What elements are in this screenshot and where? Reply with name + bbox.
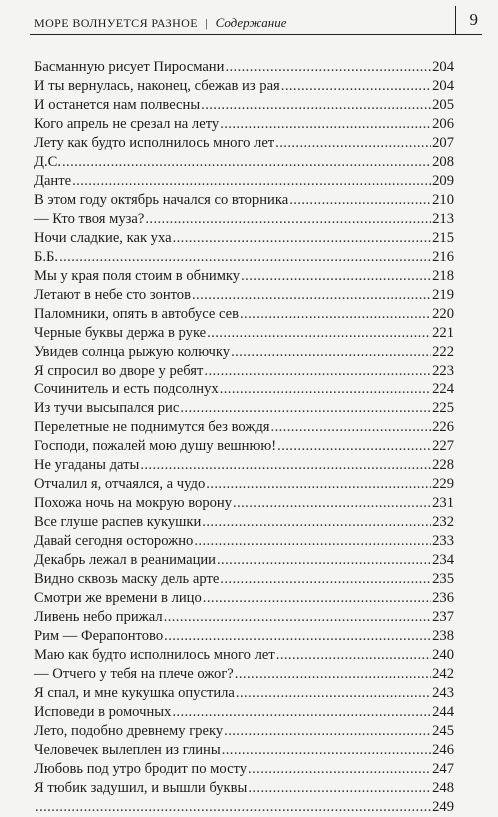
dot-leader bbox=[271, 418, 432, 437]
toc-entry-page: 245 bbox=[432, 722, 454, 739]
toc-entry bbox=[34, 172, 454, 191]
toc-entry-page: 240 bbox=[432, 647, 454, 664]
toc-entry-page: 234 bbox=[432, 552, 454, 569]
book-title: МОРЕ ВОЛНУЕТСЯ РАЗНОЕ bbox=[34, 16, 198, 30]
toc-entry-title: Лету как будто исполнилось много лет bbox=[34, 134, 275, 151]
dot-leader bbox=[203, 589, 431, 608]
toc-entry-page: 233 bbox=[432, 533, 454, 550]
dot-leader bbox=[207, 324, 431, 343]
toc-entry-page: 223 bbox=[432, 362, 454, 379]
toc-entry bbox=[34, 779, 454, 798]
toc-entry bbox=[34, 153, 454, 172]
dot-leader bbox=[235, 665, 431, 684]
dot-leader bbox=[277, 437, 431, 456]
toc-entry bbox=[34, 229, 454, 248]
toc-entry-title: Кого апрель не срезал на лету bbox=[34, 115, 220, 132]
toc-entry-title: Декабрь лежал в реанимации bbox=[34, 552, 216, 569]
dot-leader bbox=[145, 210, 431, 229]
toc-entry-title: Видно сквозь маску дель арте bbox=[34, 571, 220, 588]
toc-entry-page: 222 bbox=[432, 343, 454, 360]
toc-entry-title: Увидев солнца рыжую колючку bbox=[34, 343, 231, 360]
toc-entry-title: Похожа ночь на мокрую ворону bbox=[34, 495, 233, 512]
dot-leader bbox=[275, 134, 431, 153]
toc-entry bbox=[34, 77, 454, 96]
toc-entry-title: Данте bbox=[34, 172, 72, 189]
dot-leader bbox=[164, 627, 431, 646]
dot-leader bbox=[202, 513, 431, 532]
toc-entry-title: Все глуше распев кукушки bbox=[34, 514, 202, 531]
toc-entry bbox=[34, 532, 454, 551]
toc-entry-page: 236 bbox=[432, 590, 454, 607]
toc-entry-title: Летают в небе сто зонтов bbox=[34, 286, 191, 303]
toc-entry-page: 213 bbox=[432, 210, 454, 227]
toc-entry bbox=[34, 665, 454, 684]
dot-leader bbox=[225, 58, 431, 77]
toc-entry bbox=[34, 343, 454, 362]
table-of-contents bbox=[34, 58, 454, 817]
dot-leader bbox=[173, 229, 432, 248]
toc-entry-page: 242 bbox=[432, 666, 454, 682]
toc-entry bbox=[34, 248, 454, 267]
dot-leader bbox=[240, 305, 431, 324]
toc-entry-page: 219 bbox=[432, 286, 454, 303]
toc-entry-title: Я тюбик задушил, и вышли буквы bbox=[34, 779, 248, 796]
toc-entry-title: Ливень небо прижал bbox=[34, 609, 163, 626]
toc-entry-page: 227 bbox=[432, 438, 454, 455]
dot-leader bbox=[172, 703, 431, 722]
dot-leader bbox=[233, 494, 431, 513]
dot-leader bbox=[192, 286, 431, 305]
toc-entry bbox=[34, 722, 454, 741]
toc-entry bbox=[34, 589, 454, 608]
toc-entry-page: 232 bbox=[432, 514, 454, 531]
header-separator: | bbox=[205, 16, 209, 30]
dot-leader bbox=[220, 115, 431, 134]
toc-entry-page: 235 bbox=[432, 571, 454, 588]
toc-entry bbox=[34, 58, 454, 77]
toc-entry-title: Паломники, опять в автобусе сев bbox=[34, 305, 239, 322]
toc-entry-page: 243 bbox=[432, 684, 454, 701]
toc-entry-page: 247 bbox=[432, 760, 454, 777]
toc-entry bbox=[34, 475, 454, 494]
toc-entry-page: 206 bbox=[432, 115, 454, 132]
toc-entry bbox=[34, 684, 454, 703]
toc-entry-title: И ты вернулась, наконец, сбежав из рая bbox=[34, 77, 280, 94]
toc-entry bbox=[34, 191, 454, 210]
toc-entry-title: Лето, подобно древнему греку bbox=[34, 722, 224, 739]
toc-entry bbox=[34, 362, 454, 381]
toc-entry-page: 228 bbox=[432, 457, 454, 474]
dot-leader bbox=[231, 343, 431, 362]
toc-entry-page: 204 bbox=[432, 77, 454, 94]
toc-entry-title: Смотри же времени в лицо bbox=[34, 590, 202, 607]
toc-entry bbox=[34, 570, 454, 589]
page-number: 9 bbox=[469, 10, 478, 29]
header-left bbox=[34, 15, 287, 31]
toc-entry-title: Рим — Ферапонтово bbox=[34, 628, 164, 645]
dot-leader bbox=[281, 77, 431, 96]
toc-entry bbox=[34, 703, 454, 722]
dot-leader bbox=[248, 760, 431, 779]
dot-leader bbox=[276, 646, 431, 665]
toc-entry bbox=[34, 551, 454, 570]
toc-entry bbox=[34, 760, 454, 779]
toc-entry bbox=[34, 513, 454, 532]
toc-entry-title: Д.С. bbox=[34, 153, 61, 170]
toc-entry-page: 226 bbox=[432, 419, 454, 436]
toc-entry bbox=[34, 437, 454, 456]
toc-entry-title: Из тучи высыпался рис bbox=[34, 400, 180, 417]
toc-entry-title: — Кто твоя муза? bbox=[34, 210, 145, 227]
toc-entry bbox=[34, 627, 454, 646]
toc-entry-page: 224 bbox=[432, 381, 454, 398]
toc-entry-page: 205 bbox=[432, 96, 454, 113]
toc-entry bbox=[34, 134, 454, 153]
toc-entry-page: 220 bbox=[432, 305, 454, 322]
dot-leader bbox=[217, 551, 431, 570]
section-title: Содержание bbox=[215, 15, 287, 30]
toc-entry bbox=[34, 741, 454, 760]
toc-entry-page: 207 bbox=[432, 134, 454, 151]
dot-leader bbox=[164, 608, 431, 627]
toc-entry-page: 231 bbox=[432, 495, 454, 512]
toc-entry bbox=[34, 380, 454, 399]
toc-entry-title: Ночи сладкие, как уха bbox=[34, 229, 172, 246]
dot-leader bbox=[241, 267, 431, 286]
dot-leader bbox=[194, 532, 431, 551]
toc-entry bbox=[34, 494, 454, 513]
toc-entry-page: 249 bbox=[432, 798, 454, 815]
toc-entry-title: Любовь под утро бродит по мосту bbox=[34, 760, 248, 777]
toc-entry-page: 244 bbox=[432, 703, 454, 720]
dot-leader bbox=[206, 475, 431, 494]
dot-leader bbox=[222, 741, 431, 760]
toc-entry-title: Басманную рисует Пиросмани bbox=[34, 59, 225, 75]
toc-entry-page: 238 bbox=[432, 628, 454, 645]
toc-entry bbox=[34, 798, 454, 817]
toc-entry-page: 218 bbox=[432, 267, 454, 284]
dot-leader bbox=[236, 684, 431, 703]
dot-leader bbox=[35, 798, 431, 817]
toc-entry-title: Я спал, и мне кукушка опустила bbox=[34, 684, 235, 701]
toc-entry-title: И останется нам полвесны bbox=[34, 96, 201, 113]
toc-entry-title: Человечек вылеплен из глины bbox=[34, 741, 221, 758]
toc-entry-title: Исповеди в ромочных bbox=[34, 703, 172, 720]
dot-leader bbox=[62, 153, 431, 172]
toc-entry-page: 246 bbox=[432, 741, 454, 758]
dot-leader bbox=[140, 456, 431, 475]
toc-entry-page: 209 bbox=[432, 172, 454, 189]
dot-leader bbox=[201, 96, 431, 115]
toc-entry bbox=[34, 115, 454, 134]
running-header bbox=[30, 6, 482, 35]
toc-entry-page: 237 bbox=[432, 609, 454, 626]
toc-entry bbox=[34, 456, 454, 475]
toc-entry-title: Сочинитель и есть подсолнух bbox=[34, 381, 219, 398]
toc-entry-title: Я спросил во дворе у ребят bbox=[34, 362, 204, 379]
toc-entry-title: Б.Б. bbox=[34, 248, 59, 265]
toc-entry-title: Перелетные не поднимутся без вождя bbox=[34, 419, 270, 436]
toc-entry-page: 225 bbox=[432, 400, 454, 417]
toc-entry-page: 221 bbox=[432, 324, 454, 341]
dot-leader bbox=[220, 380, 431, 399]
toc-entry-title: Не угаданы даты bbox=[34, 457, 140, 474]
toc-entry-page: 229 bbox=[432, 476, 454, 493]
dot-leader bbox=[248, 779, 431, 798]
toc-entry-title: Давай сегодня осторожно bbox=[34, 533, 194, 550]
toc-entry bbox=[34, 324, 454, 343]
toc-entry-page: 248 bbox=[432, 779, 454, 796]
toc-entry-page: 208 bbox=[432, 153, 454, 170]
toc-entry bbox=[34, 418, 454, 437]
toc-entry bbox=[34, 399, 454, 418]
toc-entry-title: В этом году октябрь начался со вторника bbox=[34, 191, 289, 208]
dot-leader bbox=[224, 722, 431, 741]
dot-leader bbox=[59, 248, 431, 267]
toc-entry bbox=[34, 286, 454, 305]
toc-entry-page: 215 bbox=[432, 229, 454, 246]
toc-entry-title: Мы у края поля стоим в обнимку bbox=[34, 267, 241, 284]
dot-leader bbox=[289, 191, 431, 210]
toc-entry bbox=[34, 305, 454, 324]
dot-leader bbox=[204, 362, 431, 381]
toc-entry-title: Господи, пожалей мою душу вешнюю! bbox=[34, 438, 277, 455]
toc-entry-page: 216 bbox=[432, 248, 454, 265]
dot-leader bbox=[220, 570, 431, 589]
toc-entry-page: 204 bbox=[432, 59, 454, 75]
header-divider bbox=[455, 6, 456, 34]
toc-entry-title: Отчалил я, отчаялся, а чудо bbox=[34, 476, 206, 493]
toc-entry-page: 210 bbox=[432, 191, 454, 208]
toc-entry bbox=[34, 210, 454, 229]
toc-entry bbox=[34, 96, 454, 115]
toc-entry-title: — Отчего у тебя на плече ожог? bbox=[34, 666, 234, 682]
dot-leader bbox=[180, 399, 431, 418]
toc-entry bbox=[34, 608, 454, 627]
toc-entry-title: Маю как будто исполнилось много лет bbox=[34, 647, 275, 664]
toc-entry bbox=[34, 646, 454, 665]
dot-leader bbox=[72, 172, 431, 191]
toc-entry-title: Черные буквы держа в руке bbox=[34, 324, 207, 341]
toc-entry bbox=[34, 267, 454, 286]
